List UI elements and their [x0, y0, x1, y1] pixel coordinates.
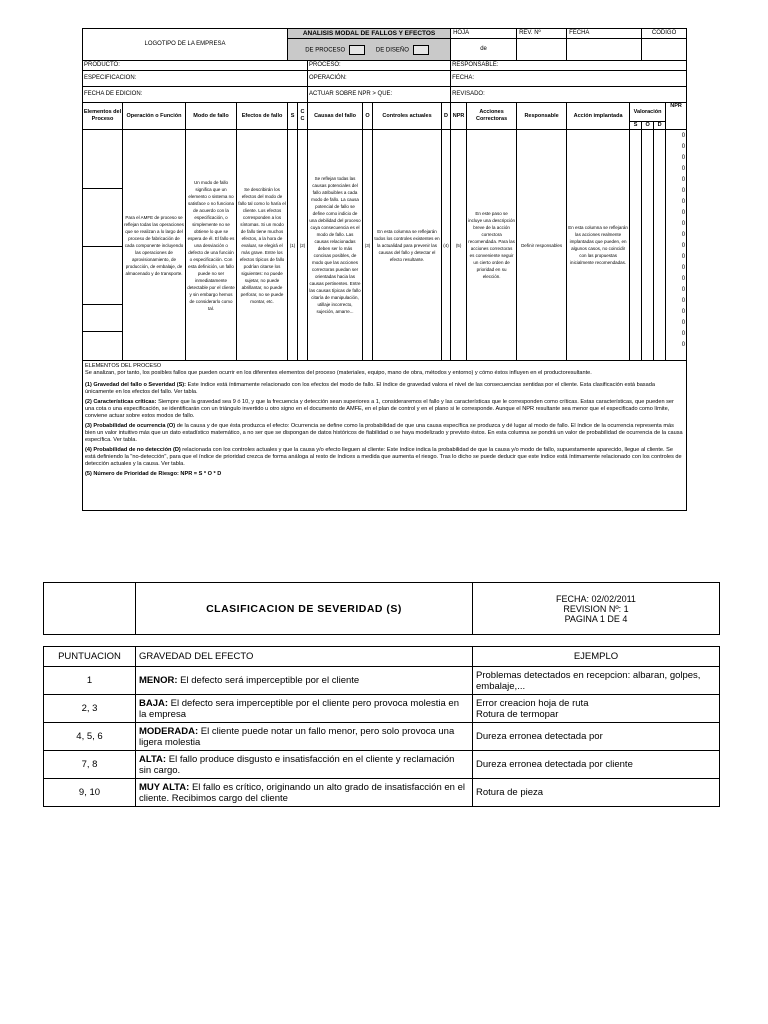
severity-title: CLASIFICACION DE SEVERIDAD (S) [136, 583, 473, 635]
row-gravedad [136, 695, 473, 723]
note-deteccion-text: relacionada con los controles actuales y que la causa y/o efecto lleguen al cliente: Este índice indica la probabilidad de que la causa y/o modo de fallo, supuestamente aparecido, llegue al cliente. Se está definiendo la "no-detección", para que el índice de prioridad crezca de forma análoga al resto de índices a medida que aumenta el riesgo. Tras lo dicho se puede deducir que este índice está íntimamente relacionado con los controles de detección actuales y la causa. Ver tabla. [85, 447, 682, 467]
revisado-field[interactable]: REVISADO: [451, 87, 687, 103]
efectos-desc: Se describirán los efectos del modo de fallo tal como lo haría el cliente. Los efectos corresponden a los síntomas. Si un modo de fallo tiene muchos efectos, a la hora de evaluar, se elegirá el más grave. Entre los efectos típicos de fallo podrían citarse los siguientes: no puede sujetar, no puede abrillantar, no puede perforar, no se puede montar, etc. [237, 130, 288, 361]
row-gravedad [136, 779, 473, 807]
severity-doc-info [473, 583, 720, 635]
col-modo: Modo de fallo [186, 103, 237, 130]
row-gravedad-level: MUY ALTA: [139, 781, 190, 793]
d-ref: (4) [442, 130, 451, 361]
row-ejemplo: Rotura de pieza [473, 779, 720, 807]
col-controles: Controles actuales [373, 103, 442, 130]
fecha-value[interactable] [567, 39, 642, 61]
row-ejemplo: Dureza erronea detectada por cliente [473, 751, 720, 779]
col-s: S [288, 103, 298, 130]
npr-zero: 0 [681, 298, 686, 304]
logo-placeholder: LOGOTIPO DE LA EMPRESA [83, 29, 288, 61]
col-acciones: Acciones Correctoras [467, 103, 517, 130]
rev-value[interactable] [517, 39, 567, 61]
responsable-field[interactable]: RESPONSABLE: [451, 61, 687, 71]
npr-zero: 0 [681, 254, 686, 260]
val-o-cell[interactable] [642, 130, 654, 361]
row-gravedad-level: BAJA: [139, 697, 169, 709]
elementos-cells [83, 130, 123, 361]
o-ref: (3) [363, 130, 373, 361]
rev-label: REV. Nº [517, 29, 567, 39]
form-title: ANALISIS MODAL DE FALLOS Y EFECTOS [288, 29, 451, 39]
row-ejemplo: Dureza erronea detectada por [473, 723, 720, 751]
row-score: 7, 8 [44, 751, 136, 779]
row-ejemplo: Error creacion hoja de ruta Rotura de termopar [473, 695, 720, 723]
col-operacion: Operación o Función [123, 103, 186, 130]
npr-zero: 0 [681, 287, 686, 293]
operacion-desc: Para el AMFE de proceso se reflejan todas las operaciones que se realizan a lo largo del proceso de fabricación de cada componente incluyendo las operaciones de aprovisionamiento, de producción, de embalaje, de almacenado y de transporte. [123, 130, 186, 361]
de-diseno-checkbox[interactable] [413, 45, 429, 55]
row-gravedad-text: El defecto sera imperceptible por el cliente pero provoca molestia en la empresa [139, 697, 459, 720]
row-gravedad-level: ALTA: [139, 753, 167, 765]
col-val-o: O [642, 122, 654, 130]
severity-fecha: FECHA: 02/02/2011 [556, 593, 636, 604]
row-gravedad-text: El cliente puede notar un fallo menor, pero solo provoca una ligera molestia [139, 725, 455, 748]
note-deteccion-title: (4) Probabilidad de no detección (D) [85, 447, 181, 453]
hoja-de: de [451, 39, 517, 61]
row-gravedad [136, 723, 473, 751]
header-gravedad: GRAVEDAD DEL EFECTO [136, 647, 473, 667]
severity-revision: REVISION Nº: 1 [563, 603, 629, 614]
col-efectos: Efectos de fallo [237, 103, 288, 130]
note-gravedad-title: (1) Gravedad del fallo o Severidad (S): [85, 382, 187, 388]
modo-desc: Un modo de fallo significa que un elemento o sistema no satisface o no funciona de acuerdo con la especificación, o simplemente no se obtiene lo que se espera de él. El fallo es una desviación o defecto de una función o especificación. Con esta definición, un fallo puede no ser inmediatamente detectable por el cliente y sin embargo hemos de considerarlo como tal. [186, 130, 237, 361]
note-npr-formula: (5) Número de Prioridad de Riesgo: NPR = S * O * D [85, 471, 222, 477]
npr-zero: 0 [681, 320, 686, 326]
de-proceso-checkbox[interactable] [349, 45, 365, 55]
val-s-cell[interactable] [630, 130, 642, 361]
fecha-edicion-field[interactable]: FECHA DE EDICION: [83, 87, 308, 103]
controles-desc: En esta columna se reflejarán todos los controles existentes en la actualidad para prevenir las causas del fallo y detectar el efecto resultante. [373, 130, 442, 361]
c-ref: (2) [298, 130, 308, 361]
npr-zero: 0 [681, 155, 686, 161]
table-row [44, 695, 720, 723]
note-gravedad-text: Este índice está íntimamente relacionado con los efectos del modo de fallo. El índice de gravedad valora el nivel de las consecuencias sentidas por el cliente. Esta clasificación está basada únicamente en los efectos del fallo. Ver tabla. [85, 382, 655, 395]
accion-implantada-desc: En esta columna se reflejarán las acciones realmente implantadas que pueden, en algunos casos, no coincidir con las propuestas inicialmente recomendadas. [567, 130, 630, 361]
producto-field[interactable]: PRODUCTO: [83, 61, 308, 71]
col-cc: C C [298, 103, 308, 130]
npr-zero: 0 [681, 276, 686, 282]
col-causas: Causas del fallo [308, 103, 363, 130]
row-gravedad [136, 751, 473, 779]
npr-zero: 0 [681, 265, 686, 271]
npr-zero: 0 [681, 133, 686, 139]
type-selector [288, 39, 451, 61]
row-gravedad-text: El defecto será imperceptible por el cliente [177, 675, 360, 686]
val-d-cell[interactable] [654, 130, 666, 361]
especificacion-field[interactable]: ESPECIFICACION: [83, 71, 308, 87]
col-elementos: Elementos del Proceso [83, 103, 123, 130]
s-ref: (1) [288, 130, 298, 361]
de-diseno-label: DE DISEÑO [375, 47, 409, 54]
row-ejemplo: Problemas detectados en recepcion: albaran, golpes, embalaje,... [473, 667, 720, 695]
row-score: 2, 3 [44, 695, 136, 723]
row-gravedad-text: El fallo es crítico, originando un alto grado de insatisfacción en el cliente. Recibimos cargo del cliente [139, 781, 465, 804]
row-score: 1 [44, 667, 136, 695]
codigo-label: CODIGO [642, 29, 687, 39]
col-val-d: D [654, 122, 666, 130]
npr-zero: 0 [681, 144, 686, 150]
npr-zero: 0 [681, 309, 686, 315]
responsable-desc: Definir responsables [517, 130, 567, 361]
col-d: D [442, 103, 451, 130]
actuar-field[interactable]: ACTUAR SOBRE NPR > QUE: [308, 87, 451, 103]
npr-zero-list [666, 130, 687, 361]
npr-ref: (5) [451, 130, 467, 361]
note-criticas-text: Siempre que la gravedad sea 9 ó 10, y que la frecuencia y detección sean superiores a 1, consideraremos el fallo y las características que le corresponden como críticas. Estas características, que pueden ser una cota o una especificación, se identificarán con un triángulo invertido u otro signo en el documento de AMFE, en el plan de control y en el plano si le corresponde. Aunque el NPR resultante sea menor que el especificado como límite, conviene actuar sobre estos modos de fallo. [85, 399, 674, 419]
npr-zero: 0 [681, 342, 686, 348]
col-val-s: S [630, 122, 642, 130]
row-gravedad-level: MENOR: [139, 675, 178, 686]
row-score: 9, 10 [44, 779, 136, 807]
col-accion-implantada: Acción implantada [567, 103, 630, 130]
npr-zero: 0 [681, 177, 686, 183]
note-ocurrencia-title: (3) Probabilidad de ocurrencia (O) [85, 423, 176, 429]
acciones-desc: En este paso se incluye una descripción breve de la acción correctora recomendada. Para las acciones correctoras es conveniente seguir un cierto orden de prioridad en su elección. [467, 130, 517, 361]
table-row [44, 667, 720, 695]
npr-zero: 0 [681, 232, 686, 238]
note-elementos-text: Se analizan, por tanto, los posibles fallos que pueden ocurrir en los diferentes elementos del proceso (materiales, equipo, mano de obra, métodos y entorno) y cómo éstos influyen en el productoresultante. [85, 370, 592, 376]
npr-zero: 0 [681, 188, 686, 194]
npr-zero: 0 [681, 221, 686, 227]
npr-zero: 0 [681, 331, 686, 337]
header-ejemplo: EJEMPLO [473, 647, 720, 667]
note-elementos-title: ELEMENTOS DEL PROCESO [85, 363, 162, 369]
amfe-form [82, 28, 686, 511]
severity-table [43, 646, 719, 807]
note-criticas-title: (2) Características críticas: [85, 399, 157, 405]
col-npr: NPR [451, 103, 467, 130]
codigo-value[interactable] [642, 39, 687, 61]
proceso-field[interactable]: PROCESO: [308, 61, 451, 71]
hoja-label: HOJA [451, 29, 517, 39]
table-row [44, 779, 720, 807]
col-npr2: NPR [666, 103, 687, 130]
col-responsable: Responsable [517, 103, 567, 130]
header-puntuacion: PUNTUACION [44, 647, 136, 667]
col-o: O [363, 103, 373, 130]
severity-header [43, 582, 719, 635]
npr-zero: 0 [681, 210, 686, 216]
table-row [44, 723, 720, 751]
notes-section [83, 361, 687, 511]
severity-logo-cell [44, 583, 136, 635]
row-score: 4, 5, 6 [44, 723, 136, 751]
note-ocurrencia-text: de la causa y de que ésta produzca el efecto: Ocurrencia se define como la probabilidad de que una causa específica se produzca y dé lugar al modo de fallo. El índice de la ocurrencia representa más bien un valor intuitivo más que un dato estadístico matemático, a no ser que se dispongan de datos históricos de fiabilidad o se haya modelizado y previsto éstos. En esta columna se pondrá un valor de probabilidad de ocurrencia de la causa específica. Ver tabla. [85, 423, 683, 443]
de-proceso-label: DE PROCESO [305, 47, 346, 54]
row-gravedad [136, 667, 473, 695]
row-gravedad-text: El fallo produce disgusto e insatisfacción en el cliente y reclamación sin cargo. [139, 753, 455, 776]
severity-pagina: PAGINA 1 DE 4 [564, 613, 628, 624]
npr-zero: 0 [681, 166, 686, 172]
npr-zero: 0 [681, 199, 686, 205]
row-gravedad-level: MODERADA: [139, 725, 199, 737]
table-row [44, 751, 720, 779]
operacion-field[interactable]: OPERACIÓN: [308, 71, 451, 87]
fecha-field[interactable]: FECHA: [451, 71, 687, 87]
col-valoracion: Valoración [630, 103, 666, 122]
npr-zero: 0 [681, 243, 686, 249]
fecha-label: FECHA [567, 29, 642, 39]
causas-desc: Se reflejan todas las causas potenciales del fallo atribuibles a cada modo de fallo. La causa potencial de fallo se define como indicio de una debilidad del proceso cuya consecuencia es el modo de fallo. Las causas relacionadas deben ser lo más concisas posibles, de modo que las acciones correctoras puedan ser orientadas hacia las causas pertinentes. Entre las causas típicas de fallo citaría de manipulación, utillaje incorrecto, sujeción, amarre... [308, 130, 363, 361]
